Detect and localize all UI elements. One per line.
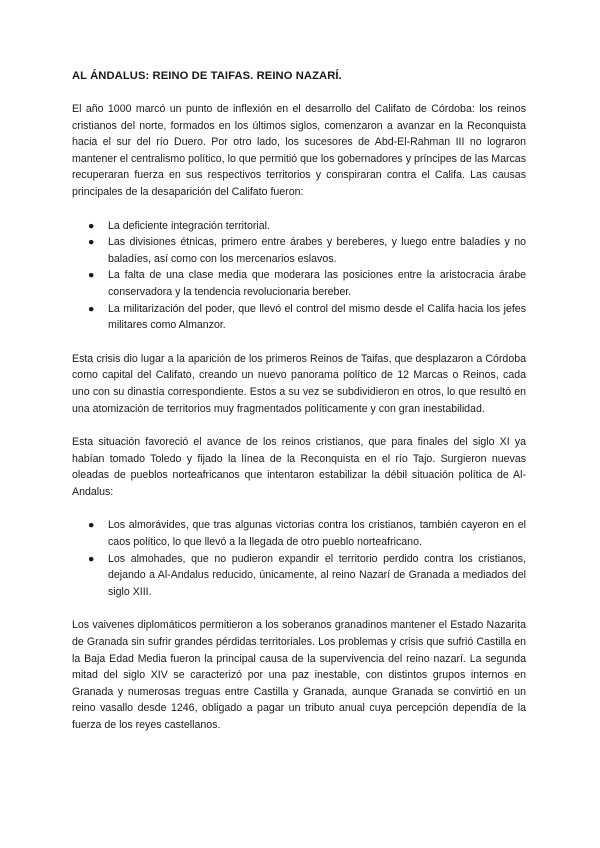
list-item-text: Los almorávides, que tras algunas victorias contra los cristianos, también cayeron en el caos político, lo que llevó a la llegada de otro pueblo norteafricano. (108, 519, 526, 549)
bullet-icon: ● (88, 552, 95, 565)
bullet-icon: ● (88, 269, 95, 282)
peoples-list (72, 517, 526, 600)
list-item (72, 234, 526, 267)
paragraph-nasrid: Los vaivenes diplomáticos permitieron a los soberanos granadinos mantener el Estado Nazarita de Granada sin sufrir grandes pérdidas territoriales. Los problemas y crisis que sufrió Castilla en la Baja Edad Media fueron la principal causa de la supervivencia del reino nazarí. La segunda mitad del siglo XIV se caracterizó por una paz inestable, con distintos grupos internos en Granada y numerosas treguas entre Castilla y Granada, aunque Granada se convirtió en un reino vasallo desde 1246, obligado a pagar un tributo anual cuya percepción dependía de la fuerza de los reyes castellanos. (72, 619, 526, 731)
list-item-text: Los almohades, que no pudieron expandir el territorio perdido contra los cristianos, dejando a Al-Andalus reducido, únicamente, al reino Nazarí de Granada a mediados del siglo XIII. (108, 552, 526, 598)
paragraph-christian-advance: Esta situación favoreció el avance de los reinos cristianos, que para finales del siglo XI ya habían tomado Toledo y fijado la línea de la Reconquista en el río Tajo. Surgieron nuevas oleadas de pueblos norteafricanos que intentaron estabilizar la débil situación política de Al-Andalus: (72, 436, 526, 498)
list-item (72, 267, 526, 300)
document-page (72, 68, 526, 751)
paragraph-intro: El año 1000 marcó un punto de inflexión en el desarrollo del Califato de Córdoba: los reinos cristianos del norte, formados en los últimos siglos, comenzaron a avanzar en la Reconquista hacia el sur del río Duero. Por otro lado, los sucesores de Abd-El-Rahman III no lograron mantener el centralismo político, lo que permitió que los gobernadores y príncipes de las Marcas recuperaran fuerza en sus respectivos territorios y conspiraran contra el Califa. Las causas principales de la desaparición del Califato fueron: (72, 103, 526, 198)
bullet-icon: ● (88, 219, 95, 232)
list-item (72, 218, 526, 235)
list-item-text: La militarización del poder, que llevó el control del mismo desde el Califa hacia los jefes militares como Almanzor. (108, 302, 526, 332)
bullet-icon: ● (88, 519, 95, 532)
list-item-text: Las divisiones étnicas, primero entre árabes y bereberes, y luego entre baladíes y no baladíes, así como con los mercenarios eslavos. (108, 236, 526, 265)
list-item (72, 517, 526, 550)
list-item-text: La deficiente integración territorial. (108, 219, 270, 232)
bullet-icon: ● (88, 302, 95, 315)
list-item (72, 551, 526, 601)
list-item-text: La falta de una clase media que moderara las posiciones entre la aristocracia árabe conservadora y la tendencia revolucionaria bereber. (108, 269, 526, 298)
causes-list (72, 218, 526, 334)
paragraph-taifas: Esta crisis dio lugar a la aparición de los primeros Reinos de Taifas, que desplazaron a Córdoba como capital del Califato, creando un nuevo panorama político de 12 Marcas o Reinos, cada uno con su dinastía correspondiente. Estos a su vez se subdividieron en otros, lo que resultó en una atomización de territorios muy fragmentados políticamente y con gran inestabilidad. (72, 352, 526, 415)
list-item (72, 301, 526, 334)
document-title: AL ÁNDALUS: REINO DE TAIFAS. REINO NAZARÍ. (72, 70, 342, 82)
bullet-icon: ● (88, 236, 95, 249)
